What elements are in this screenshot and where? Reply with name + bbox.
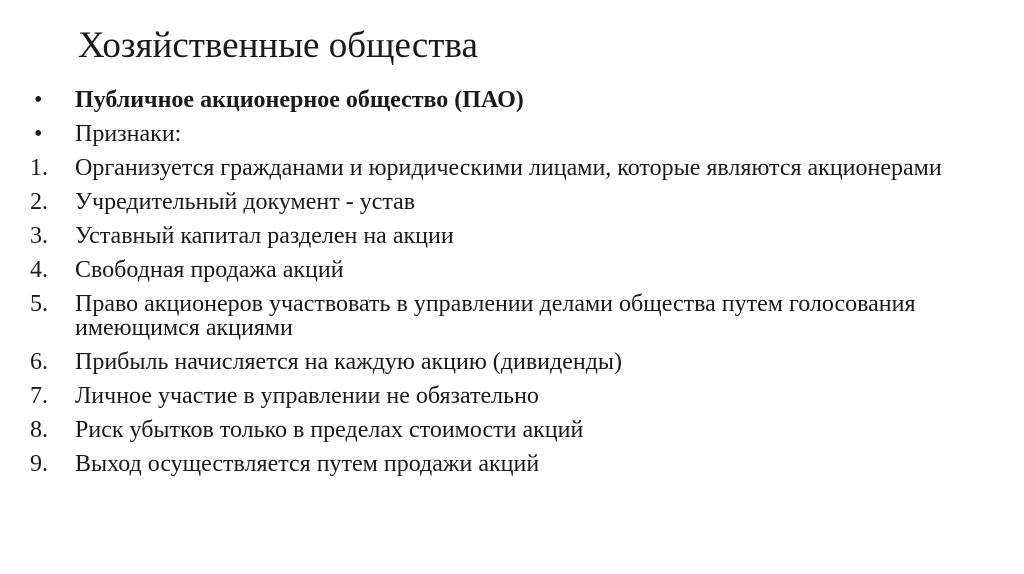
slide-content: [30, 88, 990, 486]
list-item-5: [30, 292, 990, 340]
bullet-text-pao: Публичное акционерное общество (ПАО): [75, 87, 524, 113]
bullet-text-features: Признаки:: [75, 121, 182, 147]
list-number: 1.: [30, 155, 48, 181]
list-item-3: [30, 224, 990, 248]
list-item-8: [30, 418, 990, 442]
list-number: 3.: [30, 223, 48, 249]
list-number: 7.: [30, 383, 48, 409]
list-text: Уставный капитал разделен на акции: [75, 223, 454, 249]
list-number: 4.: [30, 257, 48, 283]
list-text: Риск убытков только в пределах стоимости акций: [75, 417, 584, 443]
list-number: 8.: [30, 417, 48, 443]
list-number: 5.: [30, 291, 48, 317]
list-text: Выход осуществляется путем продажи акций: [75, 451, 540, 477]
list-number: 6.: [30, 349, 48, 375]
list-number: 2.: [30, 189, 48, 215]
bullet-marker: •: [34, 87, 43, 113]
list-text: Свободная продажа акций: [75, 257, 344, 283]
bullet-marker: •: [34, 121, 43, 147]
list-item-7: [30, 384, 990, 408]
list-text: Организуется гражданами и юридическими лицами, которые являются акционерами: [75, 155, 942, 181]
bullet-item-pao: [30, 88, 990, 112]
bullet-item-features: [30, 122, 990, 146]
list-number: 9.: [30, 451, 48, 477]
list-item-4: [30, 258, 990, 282]
list-text: Личное участие в управлении не обязательно: [75, 383, 539, 409]
list-item-6: [30, 350, 990, 374]
list-item-9: [30, 452, 990, 476]
list-item-2: [30, 190, 990, 214]
list-text: Право акционеров участвовать в управлении делами общества путем голосования имеющимся акциями: [75, 291, 916, 341]
slide-title: Хозяйственные общества: [78, 25, 478, 66]
list-text: Учредительный документ - устав: [75, 189, 416, 215]
list-text: Прибыль начисляется на каждую акцию (дивиденды): [75, 349, 623, 375]
list-item-1: [30, 156, 990, 180]
